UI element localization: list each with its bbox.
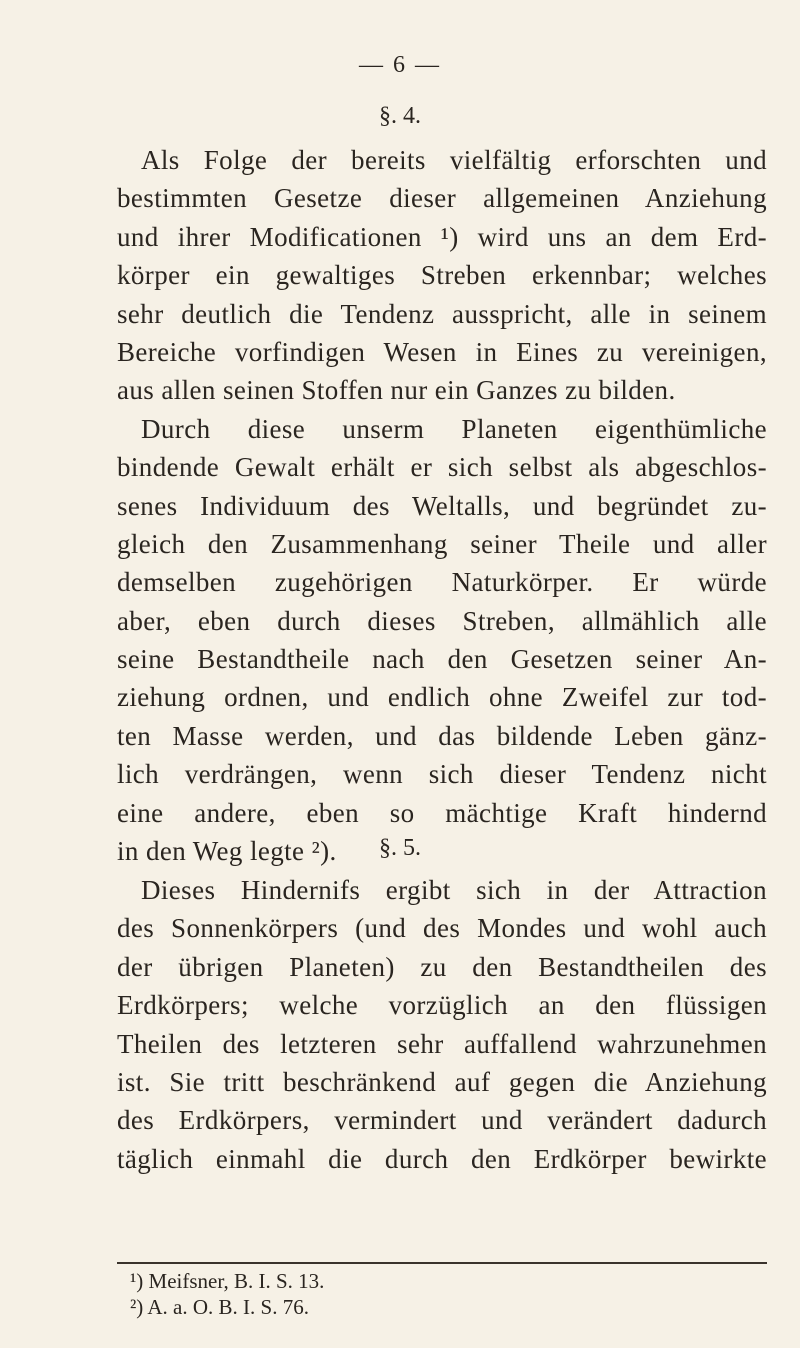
text-line: Erdkörpers; welche vorzüglich an den flüssigen [117,990,767,1021]
text-line: eine andere, eben so mächtige Kraft hindernd [117,797,767,828]
text-line: demselben zugehörigen Naturkörper. Er würde [117,567,767,598]
text-line: bindende Gewalt erhält er sich selbst als abgeschlos- [117,452,767,483]
text-line: gleich den Zusammenhang seiner Theile und aller [117,528,767,559]
text-line: Bereiche vorfindigen Wesen in Eines zu vereinigen, [117,336,767,367]
text-line: ziehung ordnen, und endlich ohne Zweifel zur tod- [117,682,767,713]
text-line: senes Individuum des Weltalls, und begründet zu- [117,490,767,521]
section-heading: §. 5. [379,835,421,861]
text-line: körper ein gewaltiges Streben erkennbar; welches [117,260,767,291]
text-line: und ihrer Modificationen ¹) wird uns an dem Erd- [117,221,767,252]
text-line: Als Folge der bereits vielfältig erforschten und [141,145,767,175]
text-line: in den Weg legte ²). [117,836,337,867]
text-line: ten Masse werden, und das bildende Leben gänz- [117,720,767,751]
page-number: — 6 — [359,52,441,78]
text-line: Durch diese unserm Planeten eigenthümliche [141,413,767,444]
text-line: sehr deutlich die Tendenz ausspricht, alle in seinem [117,298,767,329]
text-line: lich verdrängen, wenn sich dieser Tendenz nicht [117,759,767,790]
paragraph [117,871,767,1178]
text-line: bestimmten Gesetze dieser allgemeinen Anziehung [117,183,767,214]
text-line: ist. Sie tritt beschränkend auf gegen die Anziehung [117,1066,767,1097]
footnote: ¹) Meifsner, B. I. S. 13. [130,1269,325,1293]
text-line: aber, eben durch dieses Streben, allmählich alle [117,605,767,636]
text-line: Theilen des letzteren sehr auffallend wahrzunehmen [117,1028,767,1059]
text-line: des Erdkörpers, vermindert und verändert dadurch [117,1105,767,1136]
text-line: seine Bestandtheile nach den Gesetzen seiner An- [117,644,767,675]
section-heading: §. 4. [379,103,421,129]
footnote-divider [117,1262,767,1264]
text-line: der übrigen Planeten) zu den Bestandtheilen des [117,951,767,982]
text-line: des Sonnenkörpers (und des Mondes und wohl auch [117,913,767,944]
text-line: Dieses Hindernifs ergibt sich in der Attraction [141,875,767,905]
paragraph [117,141,767,870]
footnote: ²) A. a. O. B. I. S. 76. [130,1295,309,1319]
text-line: täglich einmahl die durch den Erdkörper bewirkte [117,1143,767,1174]
text-line: aus allen seinen Stoffen nur ein Ganzes zu bilden. [117,375,676,406]
